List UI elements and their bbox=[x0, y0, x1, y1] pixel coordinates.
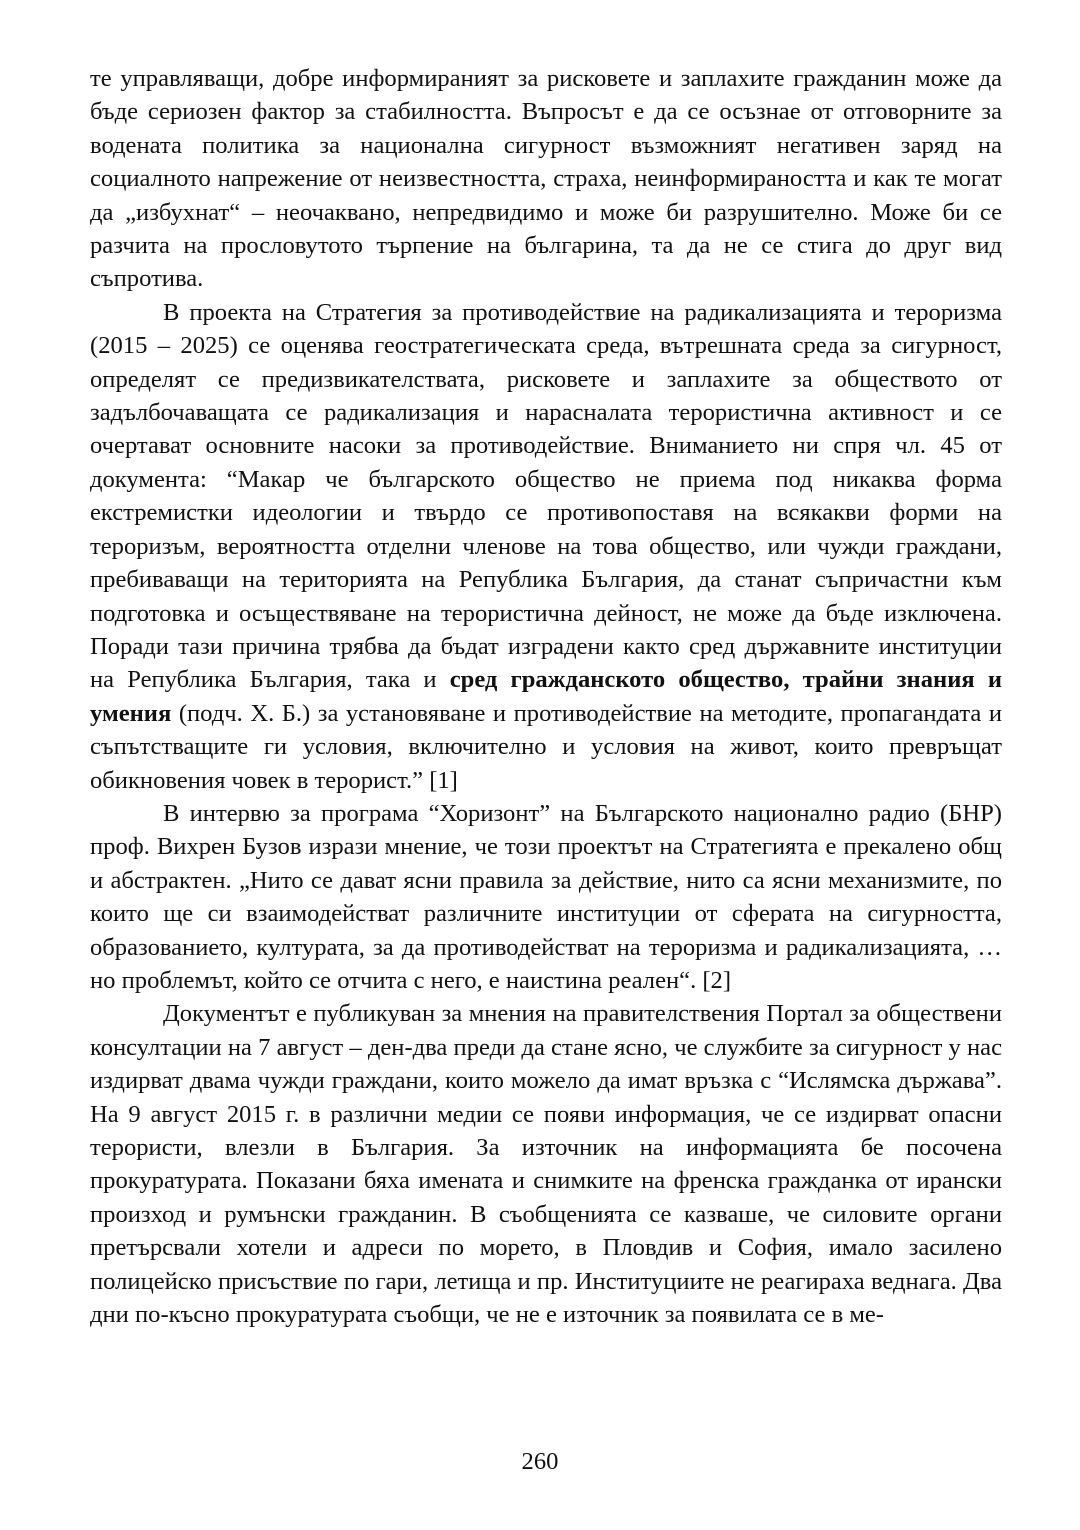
page-number: 260 bbox=[521, 1448, 559, 1475]
paragraph-continuation: те управляващи, добре информираният за рисковете и заплахите гражданин може да бъде сериозен фактор за стабилността. Въпросът е да се осъзнае от отговорните за водената политика за национална сигурност възможният негативен заряд на социалното напрежение от неизвестността, страха, неинформираността и как те могат да „избухнат“ – неочаквано, непредвидимо и може би разрушително. Може би се разчита на прословутото търпение на българина, та да не се стига до друг вид съпротива. bbox=[90, 65, 1002, 293]
paragraph-document: Документът е публикуван за мнения на правителствения Портал за обществени консултации на 7 август – ден-два преди да стане ясно, че службите за сигурност у нас издирват двама чужди граждани, които можело да имат връзка с “Ислямска държава”. На 9 август 2015 г. в различни медии се появи информация, че се издирват опасни терористи, влезли в България. За източник на информацията бе посочена прокуратурата. Показани бяха имената и снимките на френска гражданка от ирански произход и румънски гражданин. В съобщенията се казваше, че силовите органи претърсвали хотели и адреси по морето, в Пловдив и София, имало засилено полицейско присъствие по гари, летища и пр. Институциите не реагираха веднага. Два дни по-късно прокуратурата съобщи, че не е източник за появилата се в ме- bbox=[90, 1000, 1002, 1329]
paragraph-strategy bbox=[90, 296, 1002, 797]
page-body bbox=[90, 62, 1002, 1331]
paragraph-interview: В интервю за програма “Хоризонт” на Българското национално радио (БНР) проф. Вихрен Бузов изрази мнение, че този проектът на Стратегията е прекалено общ и абстрактен. „Нито се дават ясни правила за действие, нито са ясни механизмите, по които ще си взаимодействат различните институции от сферата на сигурността, образованието, културата, за да противодействат на тероризма и радикализацията, … но проблемът, който се отчита с него, е наистина реален“. [2] bbox=[90, 799, 1002, 994]
paragraph-strategy-text-after: (подч. Х. Б.) за установяване и противодействие на методите, пропагандата и съпътстващите ги условия, включително и условия на живот, които превръщат обикновения човек в терорист.” [1] bbox=[90, 699, 1002, 794]
paragraph-strategy-bold-emphasis: сред гражданското общество, трайни знания и умения bbox=[90, 666, 1002, 727]
paragraph-strategy-text-before: В проекта на Стратегия за противодействие на радикализацията и тероризма (2015 – 2025) се оценява геостратегическата среда, вътрешната среда за сигурност, определят се предизвикателствата, рисковете и заплахите за обществото от задълбочаващата се радикализация и нарасналата терористична активност и се очертават основните насоки за противодействие. Вниманието ни спря чл. 45 от документа: “Макар че българското общество не приема под никаква форма екстремистки идеологии и твърдо се противопоставя на всякакви форми на тероризъм, вероятността отделни членове на това общество, или чужди граждани, пребиваващи на територията на Република България, да станат съпричастни към подготовка и осъществяване на терористична дейност, не може да бъде изключена. Поради тази причина трябва да бъдат изградени както сред държавните институции на Република България, така и bbox=[90, 298, 1002, 694]
